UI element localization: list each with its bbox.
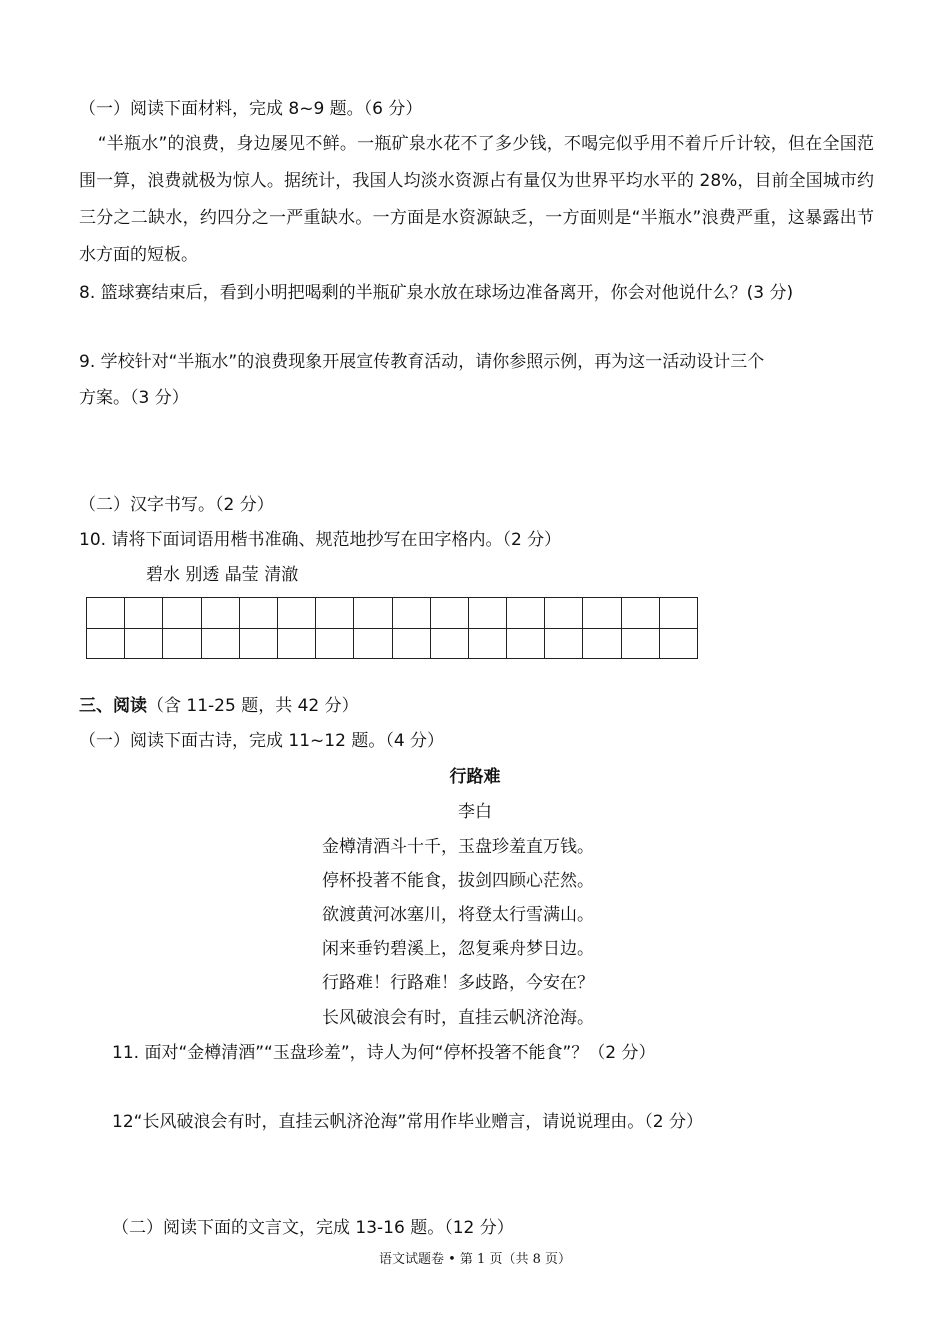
words-to-copy: 碧水 别透 晶莹 清澈 [146, 565, 299, 585]
grid-cell[interactable] [87, 598, 125, 629]
grid-cell[interactable] [163, 598, 201, 629]
section-1-1-heading: （一）阅读下面材料，完成 8~9 题。（6 分） [79, 99, 423, 119]
grid-cell[interactable] [430, 598, 468, 629]
grid-cell[interactable] [239, 598, 277, 629]
page-footer: 语文试题卷 • 第 1 页（共 8 页） [378, 1252, 571, 1267]
section-3-title-rest: （含 11-25 题，共 42 分） [147, 696, 359, 716]
section-3-part-1-heading: （一）阅读下面古诗，完成 11~12 题。（4 分） [79, 731, 445, 751]
grid-cell[interactable] [277, 598, 315, 629]
section-3-title [79, 694, 359, 718]
grid-cell[interactable] [354, 628, 392, 659]
grid-cell[interactable] [316, 628, 354, 659]
grid-cell[interactable] [659, 628, 697, 659]
grid-cell[interactable] [507, 628, 545, 659]
poem-author: 李白 [458, 802, 492, 822]
grid-cell[interactable] [545, 628, 583, 659]
poem-title: 行路难 [449, 767, 501, 787]
poem-line: 停杯投著不能食，拔剑四顾心茫然。 [322, 871, 594, 891]
grid-cell[interactable] [583, 628, 621, 659]
grid-cell[interactable] [125, 598, 163, 629]
reading-passage: “半瓶水”的浪费，身边屡见不鲜。一瓶矿泉水花不了多少钱，不喝完似乎用不着斤斤计较，但在全国范围一算，浪费就极为惊人。据统计，我国人均淡水资源占有量仅为世界平均水平的 28%，目前全国城市约三分之二缺水，约四分之一严重缺水。一方面是水资源缺乏，一方面则是“半瓶水”浪费严重，这暴露出节水方面的短板。 [79, 134, 874, 265]
grid-cell[interactable] [392, 598, 430, 629]
handwriting-grid[interactable] [86, 597, 698, 659]
grid-cell[interactable] [621, 628, 659, 659]
question-8: 8. 篮球赛结束后，看到小明把喝剩的半瓶矿泉水放在球场边准备离开，你会对他说什么？(3 分) [79, 283, 794, 303]
question-12: 12“长风破浪会有时，直挂云帆济沧海”常用作毕业赠言，请说说理由。（2 分） [112, 1112, 703, 1132]
poem-line: 欲渡黄河冰塞川，将登太行雪满山。 [322, 905, 594, 925]
section-3-part-2-heading: （二）阅读下面的文言文，完成 13-16 题。（12 分） [112, 1218, 514, 1238]
grid-cell[interactable] [316, 598, 354, 629]
grid-cell[interactable] [201, 628, 239, 659]
poem-line: 行路难！行路难！多歧路，今安在？ [322, 973, 594, 993]
question-9-line-1: 9. 学校针对“半瓶水”的浪费现象开展宣传教育活动，请你参照示例，再为这一活动设计三个 [79, 352, 765, 372]
section-3-title-bold: 三、阅读 [79, 696, 147, 716]
grid-cell[interactable] [239, 628, 277, 659]
grid-cell[interactable] [277, 628, 315, 659]
grid-cell[interactable] [545, 598, 583, 629]
question-9-line-2: 方案。（3 分） [79, 388, 189, 408]
grid-cell[interactable] [468, 628, 506, 659]
grid-cell[interactable] [583, 598, 621, 629]
grid-cell[interactable] [392, 628, 430, 659]
grid-cell[interactable] [354, 598, 392, 629]
grid-cell[interactable] [87, 628, 125, 659]
poem-line: 长风破浪会有时，直挂云帆济沧海。 [322, 1008, 594, 1028]
grid-cell[interactable] [163, 628, 201, 659]
grid-row [87, 628, 698, 659]
grid-cell[interactable] [621, 598, 659, 629]
question-10: 10. 请将下面词语用楷书准确、规范地抄写在田字格内。（2 分） [79, 530, 562, 550]
grid-cell[interactable] [125, 628, 163, 659]
poem-line: 闲来垂钓碧溪上，忽复乘舟梦日边。 [322, 939, 594, 959]
question-11: 11. 面对“金樽清酒”“玉盘珍羞”，诗人为何“停杯投箸不能食”？（2 分） [112, 1043, 656, 1063]
grid-cell[interactable] [507, 598, 545, 629]
poem-line: 金樽清酒斗十千，玉盘珍羞直万钱。 [322, 837, 594, 857]
grid-cell[interactable] [201, 598, 239, 629]
grid-cell[interactable] [659, 598, 697, 629]
section-1-2-heading: （二）汉字书写。（2 分） [79, 495, 274, 515]
grid-cell[interactable] [468, 598, 506, 629]
grid-cell[interactable] [430, 628, 468, 659]
grid-row [87, 598, 698, 629]
